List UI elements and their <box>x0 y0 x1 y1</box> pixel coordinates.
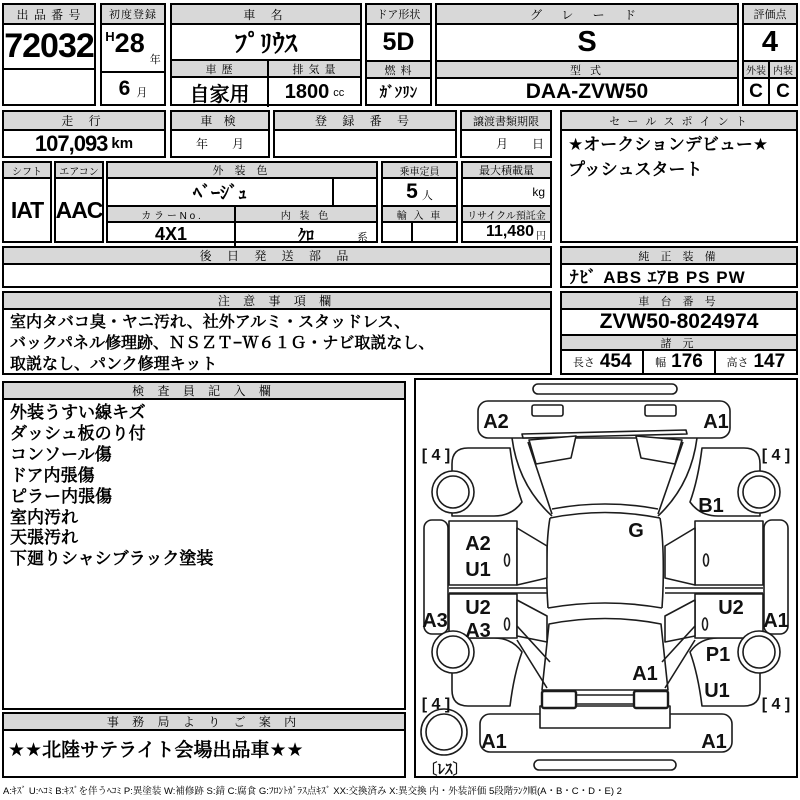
cautions-box <box>2 291 552 375</box>
first-registration-month <box>102 73 164 104</box>
spec-width <box>644 351 715 373</box>
front-door-left-connector <box>517 528 547 585</box>
history-value: 自家用 <box>189 84 250 106</box>
later-parts-label: 後 日 発 送 部 品 <box>4 248 550 265</box>
sales-point-box <box>560 110 798 243</box>
trunk-panel <box>540 706 670 728</box>
spec-height-label: 高さ <box>726 357 749 369</box>
spec-height <box>716 351 796 373</box>
inspector-notes-box <box>2 381 406 710</box>
exterior-grade-label: 外装 <box>744 62 768 79</box>
model-code-label: 型 式 <box>437 62 737 79</box>
roof-side-right <box>660 518 663 608</box>
cowl-arc-1 <box>552 504 658 509</box>
mileage-number: 107,093 <box>34 131 108 156</box>
aircon-value: AAC <box>56 196 102 223</box>
first-registration-label: 初度登録 <box>102 5 164 25</box>
mileage-box <box>2 110 166 158</box>
damage-marker: A2 <box>483 411 509 433</box>
spec-width-label: 幅 <box>655 357 667 369</box>
spare-tire-inner <box>426 714 462 750</box>
damage-marker: A1 <box>632 663 658 685</box>
first-registration-year <box>102 25 164 73</box>
damage-marker: G <box>628 520 644 542</box>
registration-number-label: 登 録 番 号 <box>275 112 455 131</box>
shift-box <box>2 161 52 243</box>
fuel-value: ｶﾞｿﾘﾝ <box>379 84 418 101</box>
damage-marker: [ 4 ] <box>421 447 451 464</box>
month-value: 6 <box>118 76 131 100</box>
sales-point-text: ★オークションデビュー★ プッシュスタート <box>568 135 769 179</box>
damage-marker: 〔ﾚｽ〕 <box>422 761 468 776</box>
door-handle-rear-left <box>505 618 510 630</box>
interior-color-label: 内 装 色 <box>236 207 376 223</box>
grade-value: S <box>437 25 737 62</box>
fuel-label: 燃 料 <box>367 62 430 79</box>
spec-length-value: 454 <box>599 351 632 372</box>
roof-strip-front <box>533 384 677 394</box>
later-parts-value <box>4 265 550 286</box>
exterior-color-empty-cell <box>332 179 376 205</box>
displacement-unit: cc <box>333 86 345 99</box>
windshield-pane-right <box>636 436 682 464</box>
car-name-box <box>170 3 362 106</box>
registration-number-box <box>273 110 457 158</box>
interior-color-value <box>236 223 376 246</box>
shaken-box <box>170 110 270 158</box>
exterior-color-value: ﾍﾞｰｼﾞｭ <box>193 183 247 203</box>
windshield-pane-left <box>529 436 576 464</box>
door-handle-front-right <box>704 554 709 566</box>
model-code-value: DAA-ZVW50 <box>525 79 649 103</box>
chassis-number-label: 車 台 番 号 <box>562 293 796 310</box>
score-label: 評価点 <box>744 5 796 25</box>
sales-point-label: セ ー ル ス ポ イ ン ト <box>562 112 796 131</box>
max-load-value: kg <box>463 179 550 207</box>
era-letter: H <box>105 29 115 44</box>
car-name-value: ﾌﾟﾘｳｽ <box>172 25 360 61</box>
door-divider-right <box>665 588 763 593</box>
import-car-cell-1 <box>383 223 413 241</box>
damage-marker: A3 <box>422 610 448 632</box>
capacity-number: 5 <box>406 180 418 203</box>
wheel-front-left-inner <box>437 476 469 508</box>
score-box <box>742 3 798 106</box>
cautions-label: 注 意 事 項 欄 <box>4 293 550 310</box>
inspector-notes-text: 外装うすい線キズ ダッシュ板のり付 コンソール傷 ドア内張傷 ピラー内張傷 室内汚れ 天張汚れ 下廻りシャシブラック塗装 <box>10 403 214 569</box>
taillight-left <box>542 691 576 708</box>
oem-equipment-label: 純 正 装 備 <box>562 248 796 265</box>
damage-marker: U1 <box>704 680 730 702</box>
spec-length-label: 長さ <box>572 357 595 369</box>
damage-marker: U1 <box>465 559 491 581</box>
cautions-text: 室内タバコ臭・ヤニ汚れ、社外アルミ・スタッドレス、 バックパネル修理跡、ＮＳＺＴ−Ｗ６１Ｇ・ナビ取説なし、 取説なし、パンク修理キット <box>10 314 435 374</box>
interior-color-name: ｸﾛ <box>297 228 314 245</box>
damage-marker: A2 <box>465 533 491 555</box>
oem-equipment-box <box>560 246 798 288</box>
aircon-label: エアコン <box>56 163 102 179</box>
vehicle-diagram-box <box>414 378 798 778</box>
capacity-value <box>383 179 456 207</box>
door-shape-value: 5D <box>367 25 430 62</box>
damage-marker: P1 <box>705 644 731 666</box>
capacity-label: 乗車定員 <box>383 163 456 179</box>
chassis-number-value: ZVW50-8024974 <box>599 310 759 333</box>
shift-value: IAT <box>10 196 44 223</box>
lot-number-empty-cell <box>4 68 94 104</box>
first-registration-box <box>100 3 166 106</box>
trunk-bar <box>576 695 634 704</box>
mileage-value <box>4 131 164 156</box>
lot-number-box <box>2 3 96 106</box>
interior-color-suffix: 系 <box>357 232 368 244</box>
car-name-label: 車 名 <box>172 5 360 25</box>
interior-grade-value: C <box>776 80 790 102</box>
roof-rear-arc <box>548 603 662 608</box>
damage-marker: A1 <box>763 610 789 632</box>
displacement-value <box>269 78 360 107</box>
office-notice-label: 事 務 局 よ り ご 案 内 <box>4 714 404 731</box>
wheel-rear-left-inner <box>437 636 469 668</box>
damage-marker: [ 4 ] <box>761 696 791 713</box>
damage-marker: [ 4 ] <box>421 696 451 713</box>
mileage-unit: km <box>111 135 134 152</box>
grade-box <box>435 3 739 106</box>
exterior-grade-value: C <box>749 80 763 102</box>
recycle-deposit-value <box>463 223 550 241</box>
specs-label: 諸 元 <box>562 334 796 351</box>
damage-marker: A1 <box>703 411 729 433</box>
front-door-right-connector <box>665 528 695 585</box>
max-load-label: 最大積載量 <box>463 163 550 179</box>
shaken-label: 車 検 <box>172 112 268 131</box>
recycle-deposit-number: 11,480 <box>485 223 534 240</box>
lot-number-value: 72032 <box>4 27 94 65</box>
wheel-front-right-inner <box>743 476 775 508</box>
door-shape-box <box>365 3 432 106</box>
damage-marker: [ 4 ] <box>761 447 791 464</box>
legend-line: A:ｷｽﾞ U:ﾍｺﾐ B:ｷｽﾞを伴うﾍｺﾐ P:異塗装 W:補修跡 S:錆 C:腐食 G:ﾌﾛﾝﾄｶﾞﾗｽ点ｷｽﾞ XX:交換済み X:異交換 内・外装評価 5段階ﾗﾝｸ順(A・B・C・D・E) 2 <box>3 786 622 797</box>
displacement-label: 排 気 量 <box>269 61 360 78</box>
roof-strip-rear <box>534 760 676 770</box>
registration-number-value <box>275 131 455 156</box>
recycle-deposit-unit: 円 <box>536 230 546 241</box>
month-unit: 月 <box>136 86 148 99</box>
damage-marker: U2 <box>718 597 744 619</box>
color-no-value: 4X1 <box>108 223 236 246</box>
import-car-cell-2 <box>413 223 456 241</box>
score-value: 4 <box>744 25 796 62</box>
shift-label: シフト <box>4 163 50 179</box>
interior-grade-label: 内装 <box>770 62 796 79</box>
year-unit: 年 <box>149 54 161 66</box>
color-no-label: カ ラ ー N o . <box>108 207 236 223</box>
displacement-number: 1800 <box>284 81 330 103</box>
aircon-box <box>54 161 104 243</box>
later-parts-box <box>2 246 552 288</box>
transfer-deadline-value: 月 日 <box>495 137 544 151</box>
body-color-box <box>106 161 378 243</box>
max-load-box <box>461 161 552 243</box>
damage-marker: A1 <box>701 731 727 753</box>
grade-label: グ レ ー ド <box>437 5 737 25</box>
headlight-left <box>532 405 563 416</box>
history-label: 車 歴 <box>172 61 267 78</box>
spec-width-value: 176 <box>671 351 703 372</box>
oem-equipment-value: ﾅﾋﾞ ABS ｴｱB PS PW <box>570 268 746 286</box>
wheel-rear-right-inner <box>743 636 775 668</box>
cowl-arc-2 <box>550 513 660 519</box>
vehicle-damage-diagram <box>416 380 796 776</box>
rear-door-left-connector <box>517 600 547 642</box>
door-handle-rear-right <box>703 618 708 630</box>
transfer-deadline-label: 譲渡書類期限 <box>462 112 550 131</box>
import-car-label: 輸 入 車 <box>383 207 456 223</box>
capacity-box <box>381 161 458 243</box>
taillight-right <box>634 691 668 708</box>
spec-height-value: 147 <box>753 351 786 372</box>
chassis-number-box <box>560 291 798 375</box>
recycle-deposit-label: リサイクル預託金 <box>463 207 550 223</box>
lot-number-label: 出 品 番 号 <box>4 5 94 25</box>
damage-marker: B1 <box>698 495 724 517</box>
mileage-label: 走 行 <box>4 112 164 131</box>
office-notice-value: ★★北陸サテライト会場出品車★★ <box>8 740 304 761</box>
shaken-value: 年 月 <box>195 137 244 151</box>
door-divider-left <box>449 588 547 593</box>
damage-marker: A1 <box>481 731 507 753</box>
front-door-right <box>695 521 763 585</box>
transfer-deadline-box <box>460 110 552 158</box>
spec-length <box>562 351 644 373</box>
office-notice-box <box>2 712 406 778</box>
capacity-unit: 人 <box>421 190 433 202</box>
damage-marker: U2 <box>465 597 491 619</box>
year-value: 28 <box>114 28 145 58</box>
exterior-color-label: 外 装 色 <box>108 163 376 179</box>
door-shape-label: ドア形状 <box>367 5 430 25</box>
door-handle-front-left <box>505 554 510 566</box>
inspector-notes-label: 検 査 員 記 入 欄 <box>4 383 404 400</box>
damage-marker: A3 <box>465 620 491 642</box>
rear-door-right-connector <box>665 600 695 642</box>
headlight-right <box>645 405 676 416</box>
